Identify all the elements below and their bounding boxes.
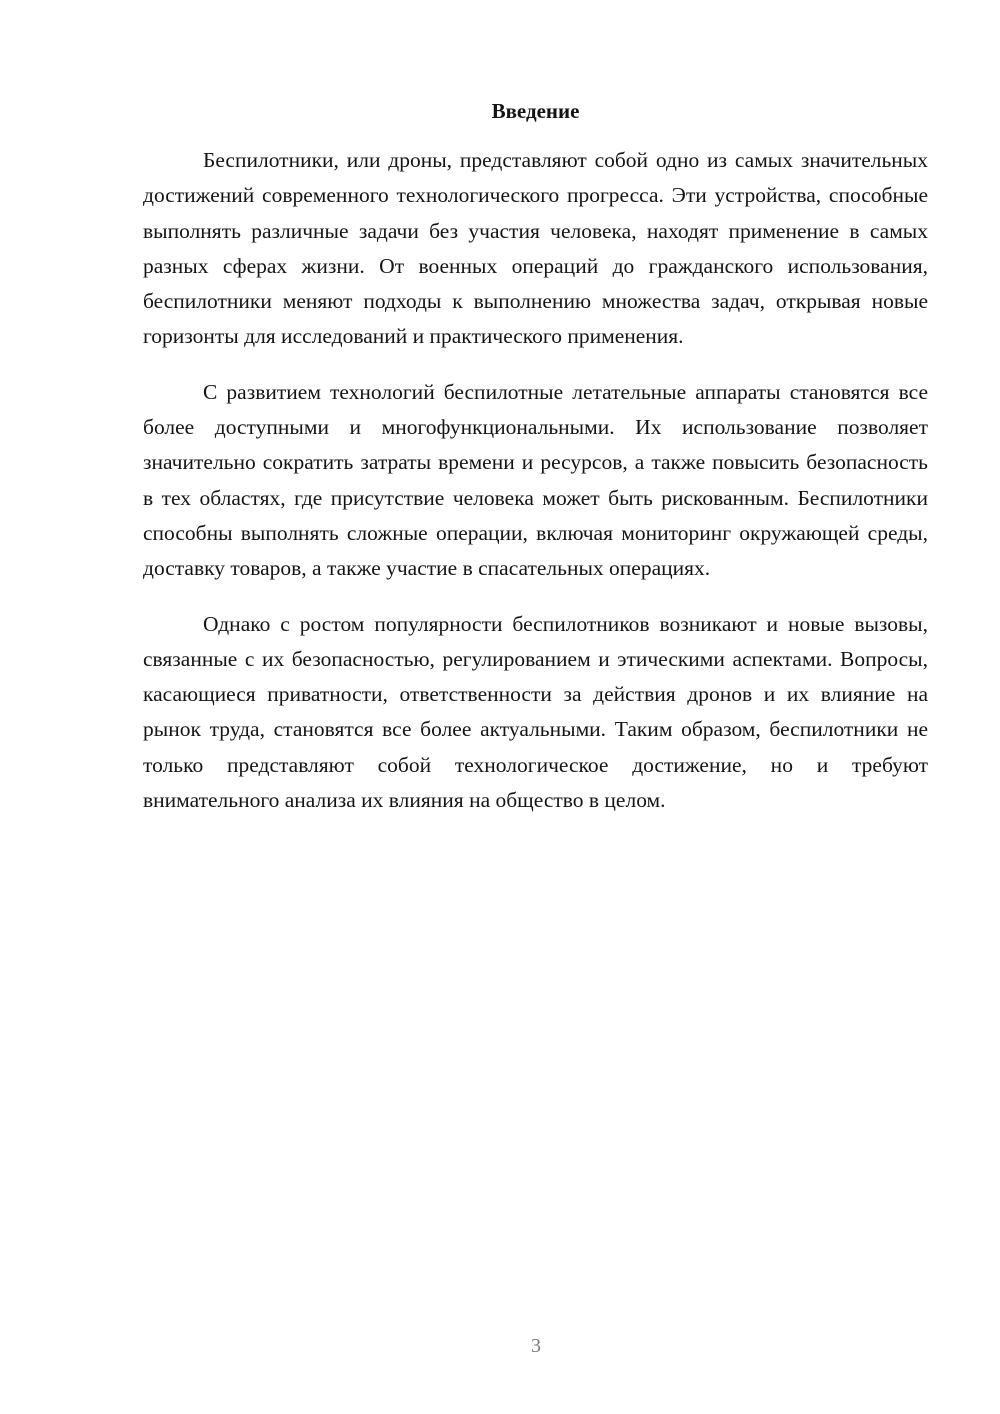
page-number: 3 [531, 1335, 541, 1357]
page-body [143, 96, 928, 818]
paragraph-3: Однако с ростом популярности беспилотников возникают и новые вызовы, связанные с их безопасностью, регулированием и этическими аспектами. Вопросы, касающиеся приватности, ответственности за действия дронов и их влияние на рынок труда, становятся все более актуальными. Таким образом, беспилотники не только представляют собой технологическое достижение, но и требуют внимательного анализа их влияния на общество в целом. [143, 611, 928, 813]
section-heading: Введение [491, 99, 580, 123]
paragraph-2: С развитием технологий беспилотные летательные аппараты становятся все более доступными и многофункциональными. Их использование позволяет значительно сократить затраты времени и ресурсов, а также повысить безопасность в тех областях, где присутствие человека может быть рискованным. Беспилотники способны выполнять сложные операции, включая мониторинг окружающей среды, доставку товаров, а также участие в спасательных операциях. [143, 379, 928, 581]
paragraph-1: Беспилотники, или дроны, представляют собой одно из самых значительных достижений современного технологического прогресса. Эти устройства, способные выполнять различные задачи без участия человека, находят применение в самых разных сферах жизни. От военных операций до гражданского использования, беспилотники меняют подходы к выполнению множества задач, открывая новые горизонты для исследований и практического применения. [143, 148, 928, 349]
